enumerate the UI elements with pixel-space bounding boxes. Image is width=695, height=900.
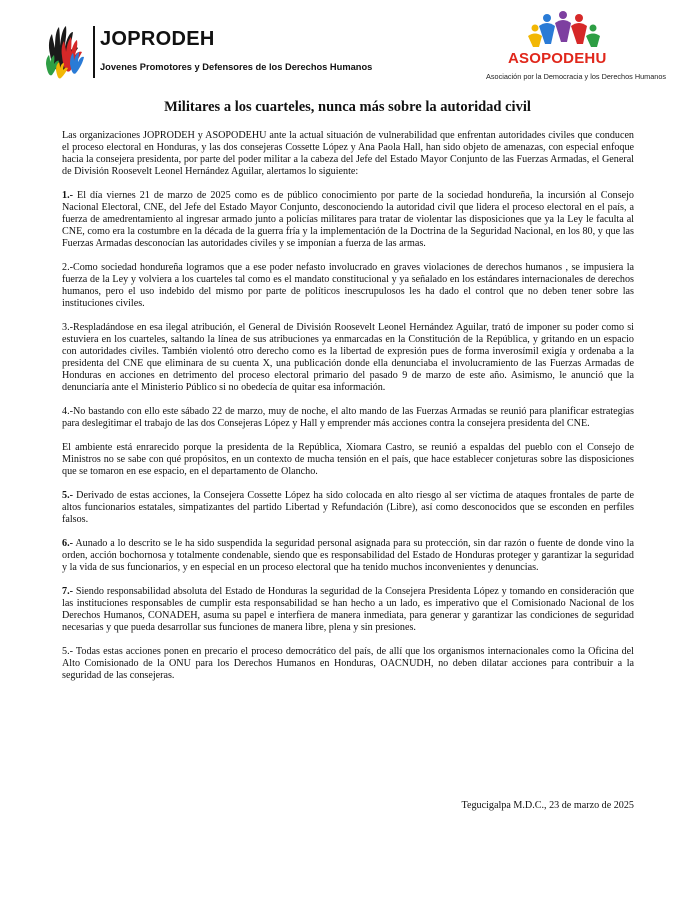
- paragraph-text: El día viernes 21 de marzo de 2025 como es de público conocimiento por parte de la sociedad hondureña, la incursión al Consejo Nacional Electoral, CNE, del Jefe del Estado Mayor Conjunto, desconociendo la autoridad civil que lidera el proceso electoral en el país, a fuerza de amedrentamiento al ingresar armado junto a policías militares para tratar de violentar las disposiciones que ya la Ley le faculta al CNE, como era la costumbre en la década de la guerra fría y la implementación de la Doctrina de la Seguridad Nacional, en los 80, y que las Fuerzas Armadas desconocían las autoridades civiles y se imponían a fuerza de las armas.: [62, 190, 634, 249]
- joprodeh-name: JOPRODEH: [100, 28, 215, 50]
- people-group-icon: [525, 10, 605, 48]
- paragraph-4: 4.-No bastando con ello este sábado 22 de marzo, muy de noche, el alto mando de las Fuerzas Armadas se reunió para planificar estrategias para deslegitimar el trabajo de las dos Consejeras López y Hall y emprender más acciones contra la consejera presidenta del CNE.: [62, 406, 634, 429]
- paragraph-1: [62, 190, 634, 250]
- paragraph-4b: El ambiente está enrarecido porque la presidenta de la República, Xiomara Castro, se reunió a espaldas del pueblo con el Consejo de Ministros no se sabe con qué propósitos, en un contexto de mucha tensión en el país, que hace establecer conjeturas sobre las disposiciones que se tomaron en ese espacio, en el departamento de Olancho.: [62, 442, 634, 477]
- joprodeh-logo: [44, 22, 373, 84]
- paragraph-number: 5.-: [62, 490, 73, 501]
- paragraph-number: 1.-: [62, 190, 73, 201]
- paragraph-text: Aunado a lo descrito se le ha sido suspendida la seguridad personal asignada para su protección, sin dar razón o fuente de donde vino la orden, acción bochornosa y totalmente condenable, siendo que es responsabilidad del Estado de Honduras proteger y garantizar la seguridad y la vida de sus funcionarios, y en especial en un proceso electoral que ha tenido muchos inconvenientes y denuncias.: [62, 538, 634, 573]
- paragraph-5: [62, 490, 634, 526]
- logo-divider: [93, 26, 95, 78]
- place-and-date: Tegucigalpa M.D.C., 23 de marzo de 2025: [461, 800, 634, 811]
- document-body: [62, 130, 634, 694]
- paragraph-7: [62, 586, 634, 634]
- paragraph-text: Siendo responsabilidad absoluta del Estado de Honduras la seguridad de la Consejera Presidenta López y tomando en consideración que las instituciones responsables de cumplir esta responsabilidad se han hecho a un lado, es imperativo que el Comisionado Nacional de los Derechos Humanos, CONADEH, asuma su papel e interfiera de manera inmediata, para generar y garantizar las condiciones de seguridad necesarias y que pueda desarrollar sus funciones de manera libre, plena y sin presiones.: [62, 586, 634, 633]
- paragraph-number: 7.-: [62, 586, 73, 597]
- joprodeh-subtitle: Jovenes Promotores y Defensores de los Derechos Humanos: [100, 62, 373, 72]
- paragraph-3: 3.-Respladándose en esa ilegal atribución, el General de División Roosevelt Leonel Hernández Aguilar, trató de imponer su poder como si estuviera en los cuarteles, saltando la línea de sus atribuciones ya enmarcadas en la Constitución de la República, y gritando en un espacio con autoridades civiles. También violentó otro derecho como es la libertad de expresión pues de forma inverosímil exigía y ordenaba a la presidenta del CNE que eliminara de su cuenta X, una publicación donde ella denunciaba el involucramiento de las Fuerzas Armadas de Honduras en acciones en detrimento del proceso electoral primario del pasado 9 de marzo de este año. Asimismo, le anunció que la denunciaría ante el Ministerio Público si no obedecía de quitar esa información.: [62, 322, 634, 393]
- letterhead: [0, 0, 695, 95]
- asopodehu-name: ASOPODEHU: [508, 50, 607, 67]
- paragraph-number: 6.-: [62, 538, 73, 549]
- handprints-icon: [44, 24, 88, 80]
- paragraph-6: [62, 538, 634, 574]
- asopodehu-logo: [480, 10, 667, 90]
- paragraph-8: 5.- Todas estas acciones ponen en precario el proceso democrático del país, de allí que los organismos internacionales como la Oficina del Alto Comisionado de la ONU para los Derechos Humanos en Honduras, OACNUDH, no deben dilatar acciones para contribuir a la seguridad de las consejeras.: [62, 646, 634, 681]
- paragraph-intro: Las organizaciones JOPRODEH y ASOPODEHU ante la actual situación de vulnerabilidad que enfrentan autoridades civiles que conducen el proceso electoral en Honduras, y las dos consejeras Cossette López y Ana Paola Hall, han sido objeto de amenazas, con especial enfoque hacia la consejera presidenta, por parte del poder militar a la cabeza del Jefe del Estado Mayor Conjunto de las Fuerzas Armadas, el General de División Roosevelt Leonel Hernández Aguilar, alertamos lo siguiente:: [62, 130, 634, 177]
- paragraph-2: 2.-Como sociedad hondureña logramos que a ese poder nefasto involucrado en graves violaciones de derechos humanos , se impusiera la fuerza de la Ley y volviera a los cuarteles tal como es el mandato constitucional y ya señalado en los estándares internacionales de derechos humanos, pero el uso indebido del mismo por parte de políticos inescrupulosos les ha dado el control que no deben tener sobre las instituciones civiles.: [62, 262, 634, 309]
- asopodehu-subtitle: Asociación por la Democracia y los Derechos Humanos: [486, 72, 667, 81]
- document-title: Militares a los cuarteles, nunca más sobre la autoridad civil: [164, 99, 531, 115]
- paragraph-text: Derivado de estas acciones, la Consejera Cossette López ha sido colocada en alto riesgo al ser víctima de ataques frontales de parte de altos funcionarios estatales, simpatizantes del partido Libertad y Refundación (Libre), así como desconocidos que se esconden en perfiles falsos.: [62, 490, 634, 525]
